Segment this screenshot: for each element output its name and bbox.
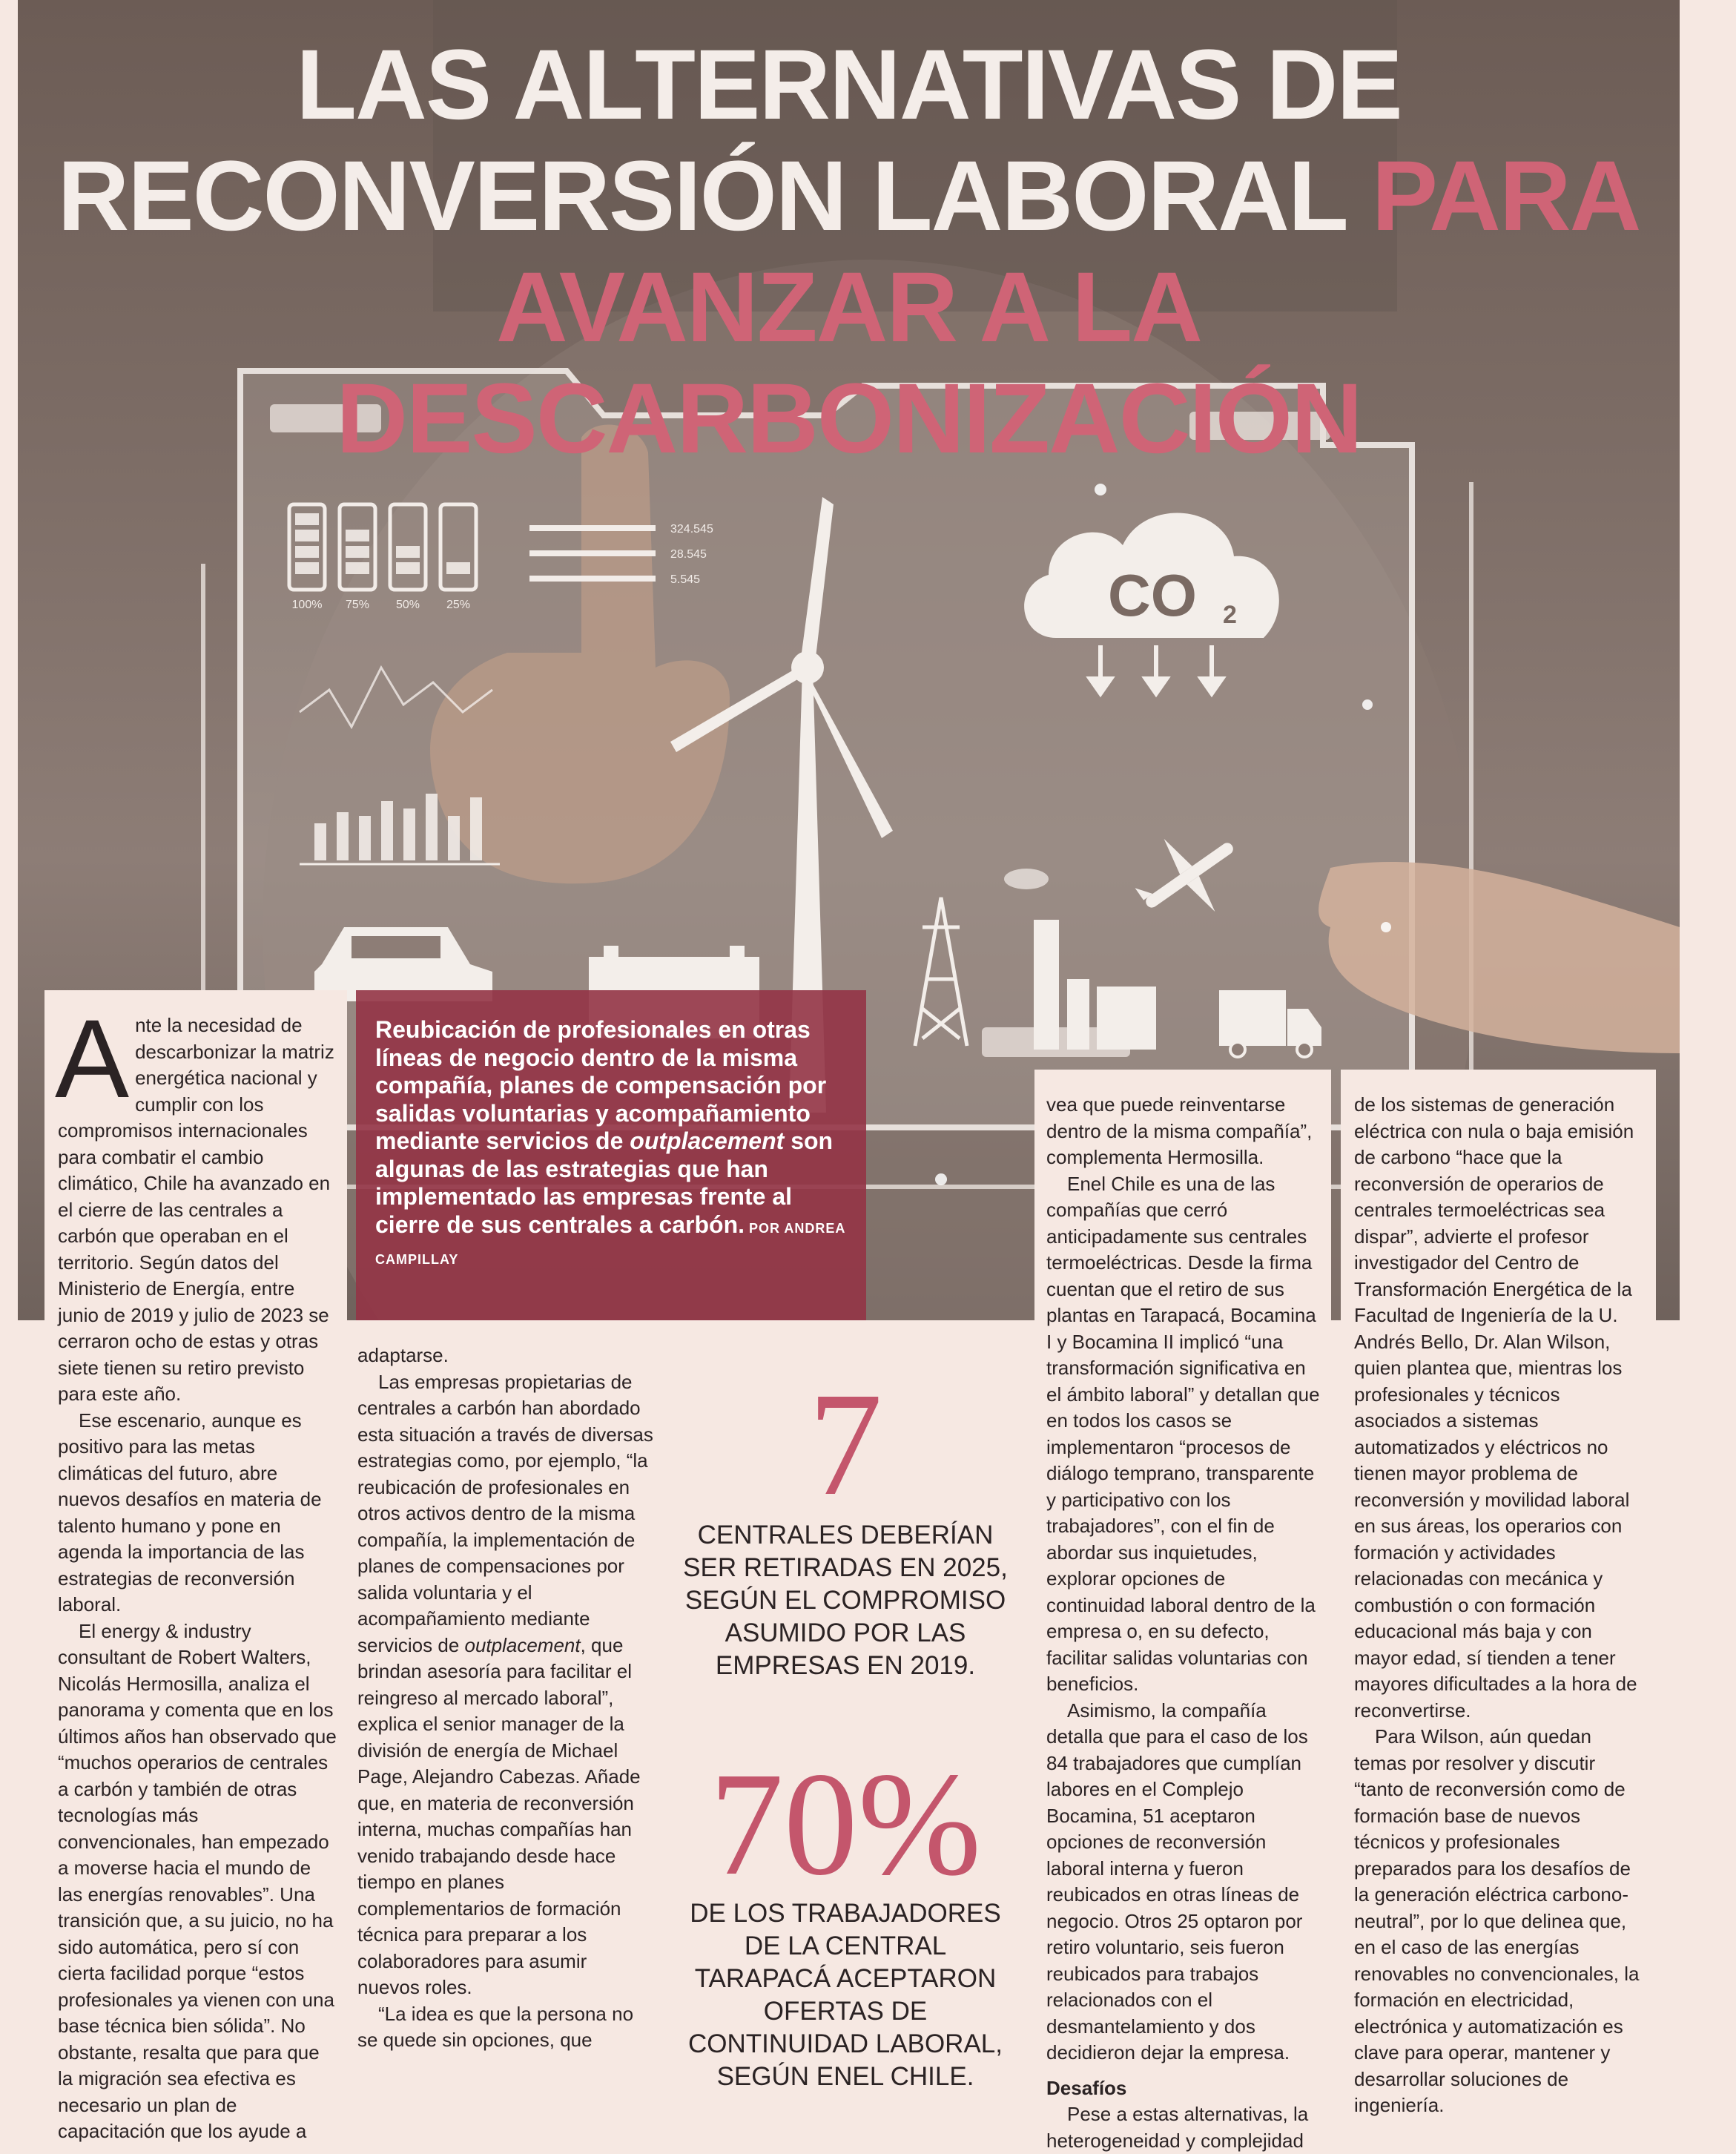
stat-caption-2: DE LOS TRABAJADORES DE LA CENTRAL TARAPACÁ ACEPTARON OFERTAS DE CONTINUIDAD LABORAL, SEGÚN ENEL CHILE. [688, 1899, 1003, 2091]
paragraph-intro [55, 996, 340, 1408]
headline-line-2-pink: PARA [1371, 141, 1640, 251]
headline [18, 30, 1680, 475]
stat-number-2: 70% [709, 1742, 982, 1906]
paragraph: de los sistemas de generación eléctrica con nula o baja emisión de carbono “hace que la reconversión de operarios de centrales termoeléctricas sea dispar”, advierte el profesor investigador del Centro de Transformación Energética de la Facultad de Ingeniería de la U. Andrés Bello, Dr. Alan Wilson, quien plantea que, mientras los profesionales y técnicos asociados a sistemas automatizados y eléctricos no tienen mayor problema de reconversión y movilidad laboral en sus áreas, los operarios con formación y actividades relacionadas con mecánica y combustión o con formación educacional más baja y con mayor edad, sí tienden a tener mayores dificultades a la hora de reconvertirse. [1354, 1093, 1637, 1722]
paragraph: “La idea es que la persona no se quede sin opciones, que [357, 2002, 634, 2051]
paragraph-text: , que brindan asesoría para facilitar el reingreso al mercado laboral”, explica el senior manager de la división de energía de Michael Page, Alejandro Cabezas. Añade que, en materia de reconversión interna, muchas compañías han venido trabajando desde hace tiempo en planes complementarios de formación técnica para preparar a los colaboradores para asumir nuevos roles. [357, 1633, 641, 1998]
paragraph: Enel Chile es una de las compañías que cerró anticipadamente sus centrales termoeléctricas. Desde la firma cuentan que el retiro de sus plantas en Tarapacá, Bocamina I y Bocamina II implicó “una transformación significativa en el ámbito laboral” y detallan que en todos los casos se implementaron “procesos de diálogo temprano, transparente y participativo con los trabajadores”, con el fin de abordar sus inquietudes, explorar opciones de continuidad laboral dentro de la empresa o, en su defecto, facilitar salidas voluntarias con beneficios. [1046, 1172, 1320, 1695]
readout-1: 324.545 [670, 523, 713, 536]
paragraph-intro-text: nte la necesidad de descarbonizar la matriz energética nacional y cumplir con los compromisos internacionales para combatir el cambio climático, Chile ha avanzado en el cierre de las centrales a carbón que operaban en el territorio. Según datos del Ministerio de Energía, entre junio de 2019 y julio de 2023 se cerraron ocho de estas y otras siete tienen su retiro previsto para este año. [58, 1014, 334, 1405]
paragraph [357, 1369, 654, 2001]
lead-part-2: son algunas de las estrategias que han implementado las empresas frente al cierre de sus centrales a carbón. [375, 1127, 834, 1238]
paragraph: Asimismo, la compañía detalla que para el caso de los 84 trabajadores que cumplían labores en el Complejo Bocamina, 51 aceptaron opciones de reconversión laboral interna y fueron reubicados en otras líneas de negocio. Otros 25 optaron por retiro voluntario, seis fueron reubicados para trabajos relacionados con el desmantelamiento y dos decidieron dejar la empresa. [1046, 1699, 1308, 2064]
paragraph: El energy & industry consultant de Robert Walters, Nicolás Hermosilla, analiza el panorama y comenta que en los últimos años han observado que “muchos operarios de centrales a carbón y también de otras tecnologías más convencionales, han empezado a moverse hacia el mundo de las energías renovables”. Una transición que, a su juicio, no ha sido automática, pero sí con cierta facilidad porque “estos profesionales ya vienen con una base técnica bien sólida”. No obstante, resalta que para que la migración sea efectiva es necesario un plan de capacitación que los ayude a [58, 1619, 337, 2142]
headline-line-1: LAS ALTERNATIVAS DE [296, 30, 1402, 140]
lead-emphasis: outplacement [630, 1127, 785, 1154]
co2-label: CO [1108, 562, 1197, 628]
article-column-1 [44, 990, 347, 2142]
readout-2: 28.545 [670, 548, 707, 561]
byline: POR ANDREA CAMPILLAY [375, 1220, 845, 1267]
battery-label-3: 50% [395, 599, 420, 611]
paragraph: Ese escenario, aunque es positivo para las metas climáticas del futuro, abre nuevos desafíos en materia de talento humano y pone en agenda la importancia de las estrategias de reconversión laboral. [58, 1409, 322, 1616]
drop-cap: A [55, 996, 130, 1121]
readout-3: 5.545 [670, 573, 701, 586]
paragraph: adaptarse. [357, 1344, 449, 1366]
lead-part-1: Reubicación de profesionales en otras líneas de negocio dentro de la misma compañía, planes de compensación por salidas voluntarias y acompañamiento mediante servicios de [375, 1016, 827, 1154]
paragraph: vea que puede reinventarse dentro de la misma compañía”, complementa Hermosilla. [1046, 1093, 1313, 1168]
paragraph-emphasis: outplacement [464, 1633, 581, 1656]
paragraph: Para Wilson, aún quedan temas por resolver y discutir “tanto de reconversión como de formación base de nuevos técnicos y profesionales preparados para los desafíos de la generación eléctrica carbono-neutral”, por lo que delinea que, en el caso de las energías renovables no convencionales, la formación en electricidad, electrónica y automatización es clave para operar, mantener y desarrollar soluciones de ingeniería. [1354, 1725, 1640, 2116]
paragraph: Pese a estas alternativas, la heterogeneidad y complejidad [1046, 2103, 1309, 2152]
article-column-2 [357, 1343, 654, 2054]
article-column-5 [1341, 1070, 1656, 2116]
section-subhead: Desafíos [1046, 2076, 1127, 2099]
headline-line-3: AVANZAR A LA DESCARBONIZACIÓN [336, 252, 1362, 474]
headline-line-2-white: RECONVERSIÓN LABORAL [57, 141, 1346, 251]
battery-label-1: 100% [291, 599, 323, 611]
lead-text [375, 1016, 851, 1274]
battery-label-2: 75% [345, 599, 370, 611]
stat-number-1: 7 [808, 1363, 882, 1526]
co2-subscript: 2 [1223, 601, 1237, 629]
stat-caption-1: CENTRALES DEBERÍAN SER RETIRADAS EN 2025, SEGÚN EL COMPROMISO ASUMIDO POR LAS EMPRESAS EN 2019. [683, 1521, 1008, 1680]
article-column-4 [1034, 1070, 1331, 2152]
headline-line-2 [18, 141, 1680, 252]
paragraph-text: Las empresas propietarias de centrales a carbón han abordado esta situación a través de diversas estrategias como, por ejemplo, “la reubicación de profesionales en otros activos dentro de la misma compañía, la implementación de planes de compensaciones por salida voluntaria y el acompañamiento mediante servicios de [357, 1370, 653, 1656]
battery-label-4: 25% [446, 599, 471, 611]
lead-box [356, 990, 866, 1320]
